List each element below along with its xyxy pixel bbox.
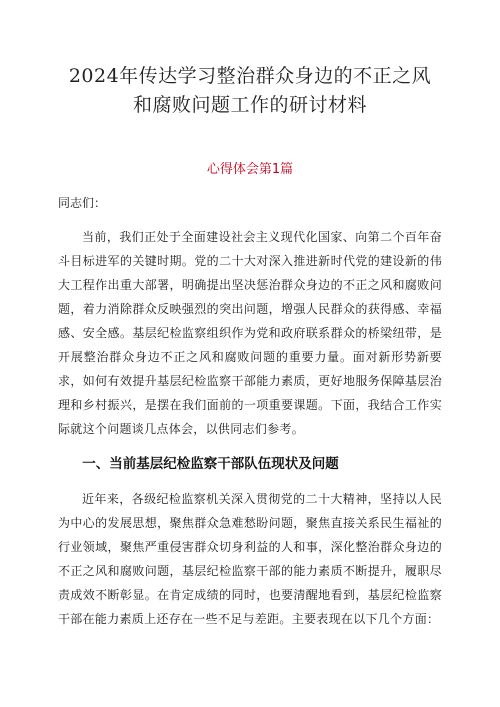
- title-line-1: 2024年传达学习整治群众身边的不正之风: [68, 65, 432, 87]
- document-title: [58, 0, 442, 120]
- section-heading-1: 一、当前基层纪检监察干部队伍现状及问题: [82, 456, 339, 472]
- section-subheading: 心得体会第1篇: [206, 162, 294, 177]
- body-paragraph-2: 近年来，各级纪检监察机关深入贯彻党的二十大精神，坚持以人民为中心的发展思想，聚焦群众急难愁盼问题，聚焦直接关系民生福祉的行业领域，聚焦严重侵害群众切身利益的人和事，深化整治群众身边的不正之风和腐败问题，基层纪检监察干部的能力素质不断提升，履职尽责成效不断彰显。在肯定成绩的同时，也要清醒地看到，基层纪检监察干部在能力素质上还存在一些不足与差距。主要表现在以下几个方面：: [58, 492, 442, 626]
- body-paragraph-1: 当前，我们正处于全面建设社会主义现代化国家、向第二个百年奋斗目标进军的关键时期。党的二十大对深入推进新时代党的建设新的伟大工程作出重大部署，明确提出坚决惩治群众身边的不正之风和腐败问题，着力消除群众反映强烈的突出问题，增强人民群众的获得感、幸福感、安全感。基层纪检监察组织作为党和政府联系群众的桥梁纽带，是开展整治群众身边不正之风和腐败问题的重要力量。面对新形势新要求，如何有效提升基层纪检监察干部能力素质，更好地服务保障基层治理和乡村振兴，是摆在我们面前的一项重要课题。下面，我结合工作实际就这个问题谈几点体会，以供同志们参考。: [58, 230, 442, 436]
- salutation: 同志们：: [58, 196, 107, 210]
- title-line-2: 和腐败问题工作的研讨材料: [132, 94, 367, 116]
